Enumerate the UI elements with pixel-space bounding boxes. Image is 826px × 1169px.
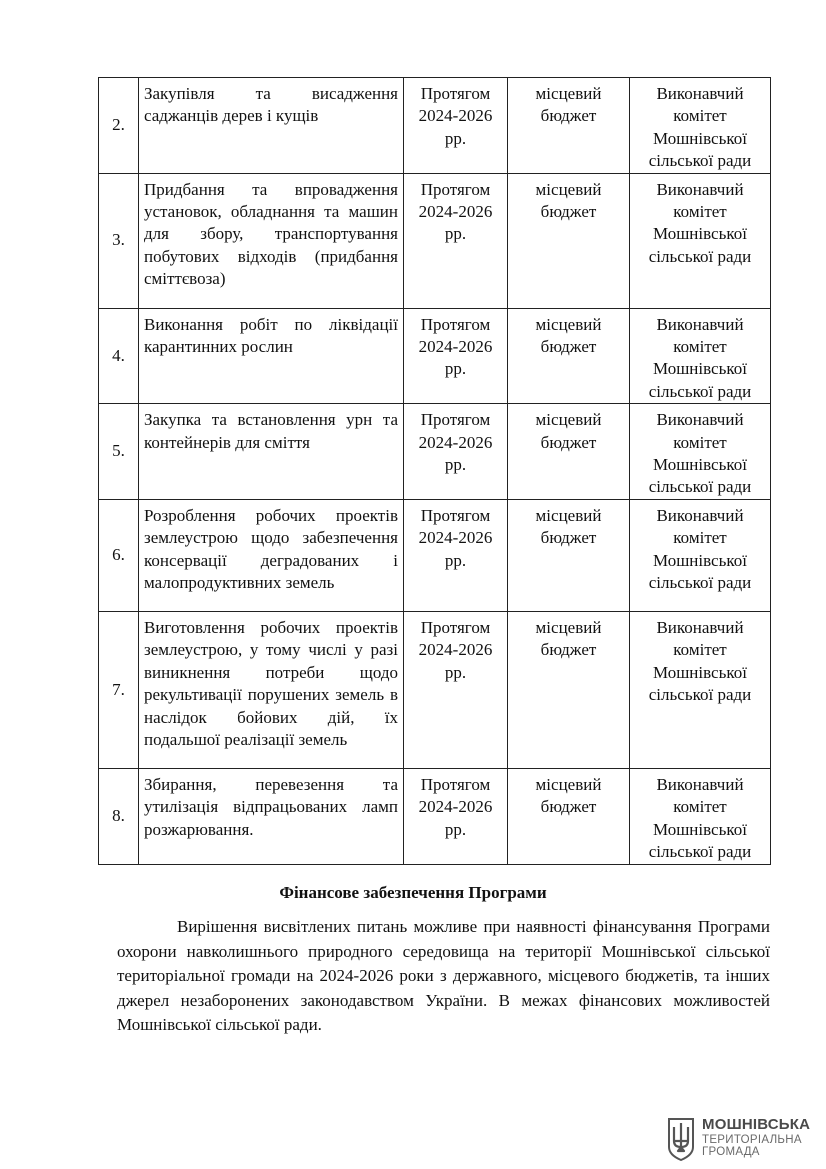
funding-source-cell: місцевий бюджет — [508, 78, 630, 174]
row-number: 7. — [99, 611, 139, 768]
table-row — [99, 308, 771, 404]
table-row — [99, 173, 771, 308]
task-cell: Виготовлення робочих проектів землеустрою, у тому числі у разі виникнення потреби щодо рекультивації порушених земель в наслідок бойових дій, їх подальшої реалізації земель — [139, 611, 404, 768]
table-row — [99, 78, 771, 174]
logo-subtitle-line: ГРОМАДА — [702, 1146, 760, 1158]
term-cell: Протягом 2024-2026 рр. — [404, 404, 508, 500]
funding-source-cell: місцевий бюджет — [508, 611, 630, 768]
term-cell: Протягом 2024-2026 рр. — [404, 78, 508, 174]
table-row — [99, 611, 771, 768]
community-logo — [666, 1115, 816, 1163]
table-row — [99, 499, 771, 611]
section-title: Фінансове забезпечення Програми — [279, 883, 547, 902]
funding-source-cell: місцевий бюджет — [508, 308, 630, 404]
term-cell: Протягом 2024-2026 рр. — [404, 499, 508, 611]
term-cell: Протягом 2024-2026 рр. — [404, 308, 508, 404]
task-cell: Розроблення робочих проектів землеустрою щодо забезпечення консервації деградованих і малопродуктивних земель — [139, 499, 404, 611]
trident-emblem-icon — [666, 1117, 696, 1161]
term-cell: Протягом 2024-2026 рр. — [404, 768, 508, 864]
row-number: 2. — [99, 78, 139, 174]
program-measures-table — [98, 77, 771, 865]
row-number: 8. — [99, 768, 139, 864]
table-row — [99, 768, 771, 864]
task-cell: Виконання робіт по ліквідації карантинних рослин — [139, 308, 404, 404]
executor-cell: Виконавчий комітет Мошнівської сільської ради — [630, 499, 771, 611]
funding-source-cell: місцевий бюджет — [508, 173, 630, 308]
executor-cell: Виконавчий комітет Мошнівської сільської ради — [630, 768, 771, 864]
row-number: 5. — [99, 404, 139, 500]
task-cell: Закупка та встановлення урн та контейнерів для сміття — [139, 404, 404, 500]
executor-cell: Виконавчий комітет Мошнівської сільської ради — [630, 404, 771, 500]
task-cell: Закупівля та висадження саджанців дерев і кущів — [139, 78, 404, 174]
executor-cell: Виконавчий комітет Мошнівської сільської ради — [630, 308, 771, 404]
logo-subtitle-line: ТЕРИТОРІАЛЬНА — [702, 1134, 802, 1146]
row-number: 6. — [99, 499, 139, 611]
financing-paragraph: Вирішення висвітлених питань можливе при наявності фінансування Програми охорони навколишнього природного середовища на території Мошнівської сільської територіальної громади на 2024-2026 роки з державного, місцевого бюджетів, та інших джерел незаборонених законодавством України. В межах фінансових можливостей Мошнівської сільської ради. — [117, 917, 770, 1035]
funding-source-cell: місцевий бюджет — [508, 768, 630, 864]
row-number: 3. — [99, 173, 139, 308]
logo-title: МОШНІВСЬКА — [702, 1116, 811, 1133]
funding-source-cell: місцевий бюджет — [508, 404, 630, 500]
executor-cell: Виконавчий комітет Мошнівської сільської ради — [630, 611, 771, 768]
task-cell: Придбання та впровадження установок, обладнання та машин для збору, транспортування побутових відходів (придбання сміттєвоза) — [139, 173, 404, 308]
logo-subtitle — [702, 1134, 802, 1158]
term-cell: Протягом 2024-2026 рр. — [404, 173, 508, 308]
row-number: 4. — [99, 308, 139, 404]
table-row — [99, 404, 771, 500]
funding-source-cell: місцевий бюджет — [508, 499, 630, 611]
executor-cell: Виконавчий комітет Мошнівської сільської ради — [630, 173, 771, 308]
term-cell: Протягом 2024-2026 рр. — [404, 611, 508, 768]
executor-cell: Виконавчий комітет Мошнівської сільської ради — [630, 78, 771, 174]
task-cell: Збирання, перевезення та утилізація відпрацьованих ламп розжарювання. — [139, 768, 404, 864]
